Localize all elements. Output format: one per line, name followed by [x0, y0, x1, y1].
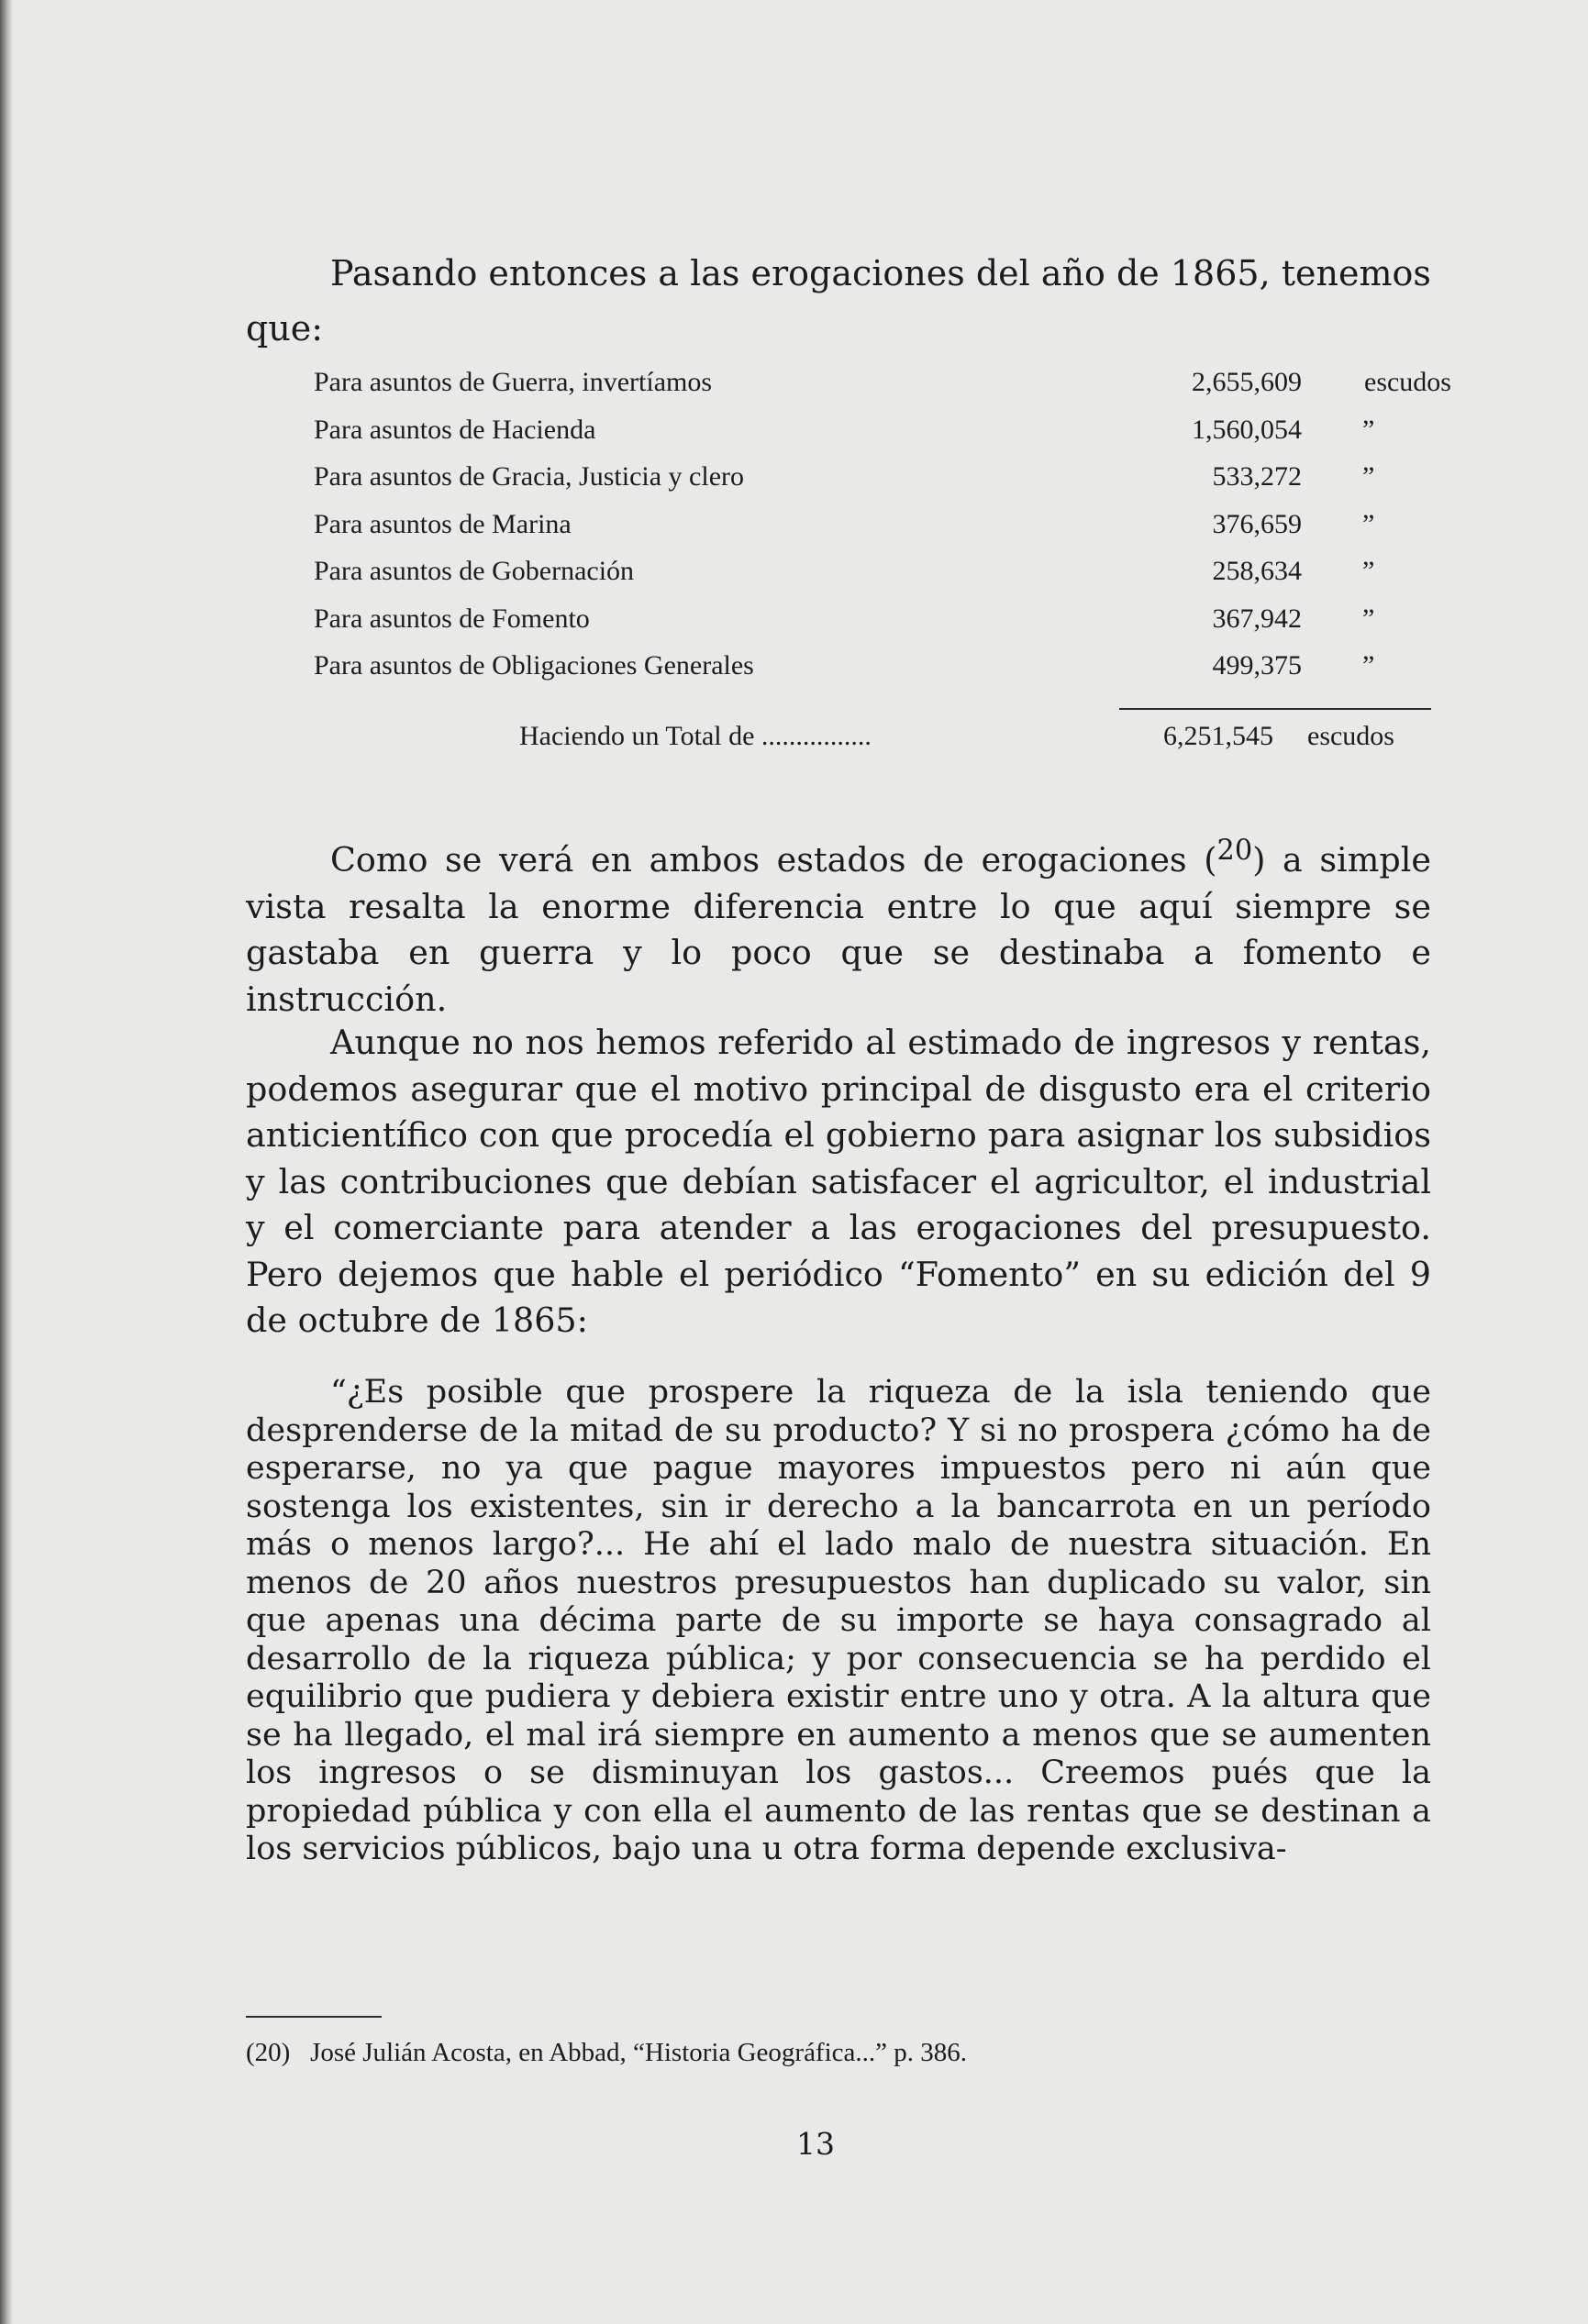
intro-line-1: Pasando entonces a las erogaciones del año de 1865, tenemos: [330, 253, 1431, 293]
expense-label: Para asuntos de Hacienda: [314, 414, 596, 445]
expense-label: Para asuntos de Fomento: [314, 603, 590, 634]
paragraph-2: [246, 1020, 1431, 1345]
expense-amount: 367,942: [1212, 603, 1302, 634]
page-number: 13: [796, 2126, 835, 2162]
expense-amount: 2,655,609: [1192, 367, 1302, 397]
expense-row: [314, 603, 1435, 651]
newspaper-quote: [246, 1374, 1431, 1869]
expense-label: Para asuntos de Gracia, Justicia y clero: [314, 461, 744, 492]
paragraph-1: [246, 828, 1431, 1023]
footnote-rule: [246, 2016, 382, 2018]
total-amount: 6,251,545: [1163, 721, 1273, 751]
expense-row: [314, 415, 1435, 462]
expense-unit: ”: [1362, 461, 1375, 492]
expense-row: [314, 367, 1451, 415]
expense-label: Para asuntos de Gobernación: [314, 556, 635, 586]
expense-unit: ”: [1362, 603, 1375, 634]
expense-unit: escudos: [1364, 367, 1451, 397]
sum-rule: [1119, 708, 1431, 710]
expense-amount: 376,659: [1212, 508, 1302, 539]
footnote: (20) José Julián Acosta, en Abbad, “Historia Geográfica...” p. 386.: [246, 2038, 968, 2067]
expense-unit: ”: [1362, 650, 1375, 681]
expense-amount: 1,560,054: [1192, 414, 1302, 445]
expense-label: Para asuntos de Guerra, invertíamos: [314, 367, 713, 397]
expense-row: [314, 556, 1435, 603]
total-label: Haciendo un Total de ................: [519, 721, 872, 751]
expense-row: [314, 461, 1435, 509]
expense-amount: 258,634: [1212, 556, 1302, 586]
paragraph-1-text-b: ) a simple vista resalta la enorme diferencia entre lo que aquí siempre se gastaba en guerra y lo poco que se destinaba a fomento e instrucción.: [246, 840, 1431, 1019]
expense-unit: ”: [1362, 556, 1375, 586]
intro-text: [246, 246, 1438, 356]
paragraph-2-text: Aunque no nos hemos referido al estimado de ingresos y rentas, podemos asegurar que el motivo principal de disgusto era el criterio anticientífico con que procedía el gobierno para asignar los subsidios y las contribuciones que debían satisfacer el agricultor, el industrial y el comerciante para atender a las erogaciones del presupuesto. Pero dejemos que hable el periódico “Fomento” en su edición del 9 de octubre de 1865:: [246, 1023, 1431, 1340]
expense-amount: 533,272: [1212, 461, 1302, 492]
expense-label: Para asuntos de Obligaciones Generales: [314, 650, 754, 681]
intro-line-2: que:: [246, 308, 324, 349]
expense-unit: ”: [1362, 508, 1375, 539]
page-binding-edge: [0, 0, 13, 2324]
paragraph-1-text-a: Como se verá en ambos estados de erogaciones (: [330, 840, 1217, 880]
expense-amount: 499,375: [1212, 650, 1302, 681]
total-unit: escudos: [1307, 721, 1394, 751]
footnote-reference: 20: [1216, 835, 1253, 867]
expense-table: [314, 367, 1451, 698]
expense-unit: ”: [1362, 414, 1375, 445]
expense-row: [314, 650, 1435, 698]
expense-row: [314, 509, 1435, 557]
expense-label: Para asuntos de Marina: [314, 508, 572, 539]
quote-text: “¿Es posible que prospere la riqueza de la isla teniendo que desprenderse de la mitad de su producto? Y si no prospera ¿cómo ha de esperarse, no ya que pague mayores impuestos pero ni aún que sostenga los existentes, sin ir derecho a la bancarrota en un período más o menos largo?... He ahí el lado malo de nuestra situación. En menos de 20 años nuestros presupuestos han duplicado su valor, sin que apenas una décima parte de su importe se haya consagrado al desarrollo de la riqueza pública; y por consecuencia se ha perdido el equilibrio que pudiera y debiera existir entre uno y otra. A la altura que se ha llegado, el mal irá siempre en aumento a menos que se aumenten los ingresos o se disminuyan los gastos... Creemos pués que la propiedad pública y con ella el aumento de las rentas que se destinan a los servicios públicos, bajo una u otra forma depende exclusiva-: [246, 1374, 1431, 1867]
